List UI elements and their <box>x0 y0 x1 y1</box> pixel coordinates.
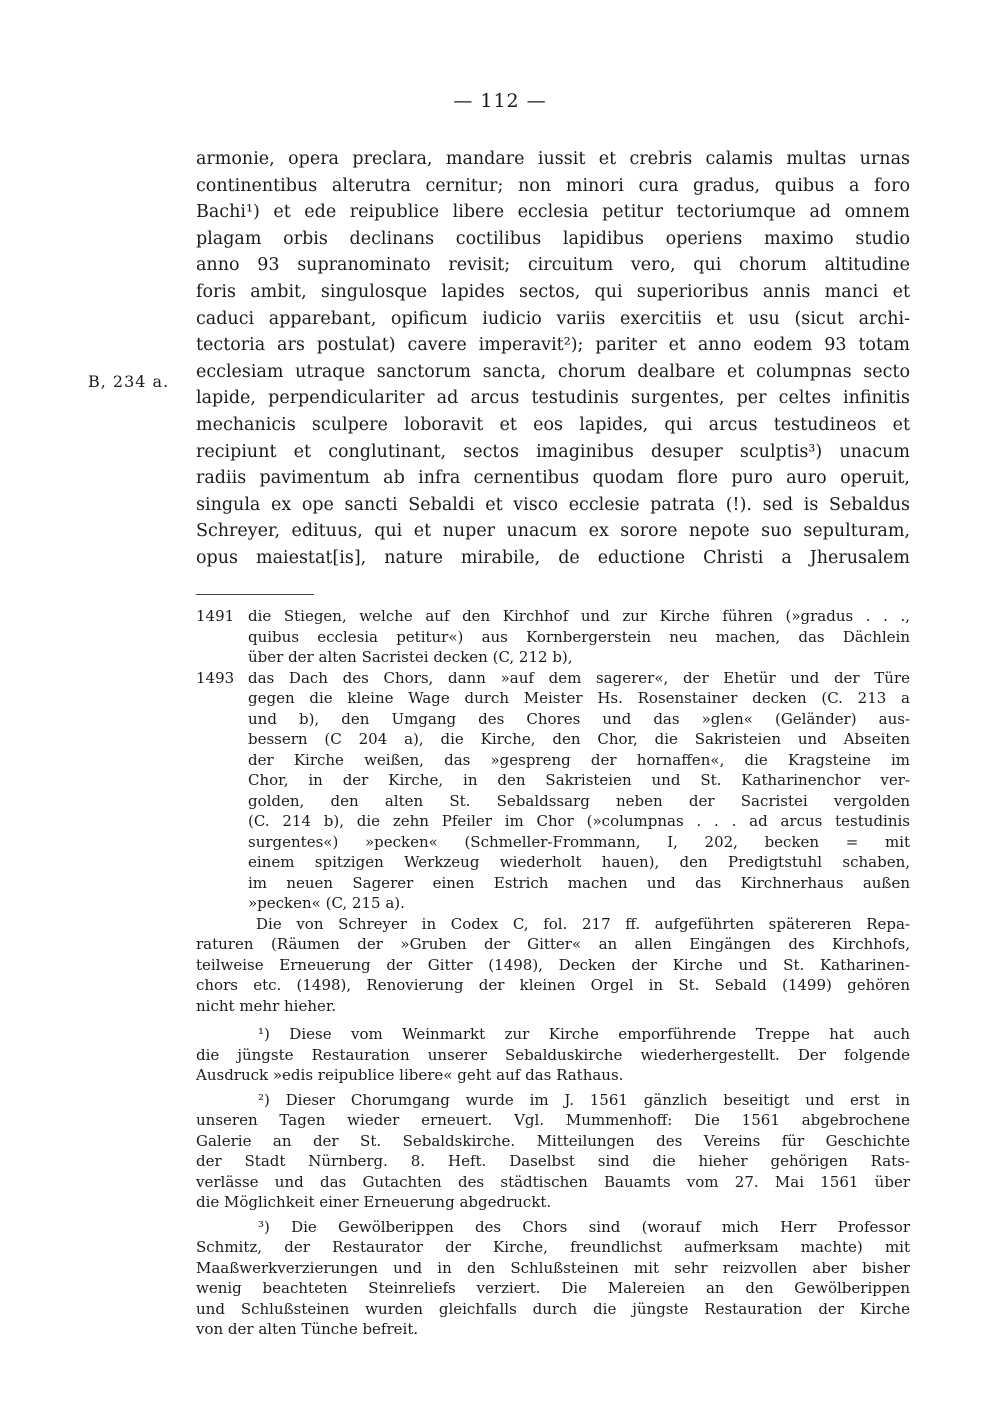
entry-line: und b), den Umgang des Chores und das »glen« (Geländer) aus- <box>248 709 910 728</box>
footnote-line: wenig beachteten Steinreliefs verziert. Die Malereien an den Gewölberippen <box>196 1279 910 1297</box>
main-text-line: armonie, opera preclara, mandare iussit et crebris calamis multas urnas <box>196 149 910 169</box>
footnote-line: unseren Tagen wieder erneuert. Vgl. Mummenhoff: Die 1561 abgebrochene <box>196 1111 910 1129</box>
footnote-line: ¹) Diese vom Weinmarkt zur Kirche emporführende Treppe hat auch <box>258 1025 910 1043</box>
paragraph-line: nicht mehr hieher. <box>196 996 337 1015</box>
notes-section <box>196 606 910 1340</box>
footnote-line: von der alten Tünche befreit. <box>196 1320 419 1338</box>
entry-line: der Kirche weißen, das »gespreng der hornaffen«, die Kragsteine im <box>248 750 910 769</box>
footnote-line: die Möglichkeit einer Erneuerung abgedruckt. <box>196 1193 552 1211</box>
main-text-line: tectoria ars postulat) cavere imperavit²); pariter et anno eodem 93 totam <box>196 335 910 356</box>
footnote-line: Ausdruck »edis reipublice libere« geht auf das Rathaus. <box>196 1066 624 1084</box>
main-text-line: recipiunt et conglutinant, sectos imaginibus desuper sculptis³) unacum <box>196 441 910 462</box>
entry-line: über der alten Sacristei decken (C, 212 b), <box>248 648 573 666</box>
footnote-line: verlässe und das Gutachten des städtischen Bauamts vom 27. Mai 1561 über <box>196 1172 910 1191</box>
year-entry <box>196 668 910 914</box>
entry-line: das Dach des Chors, dann »auf dem sagerer«, der Ehetür und der Türe <box>248 668 910 687</box>
main-text-line: ecclesiam utraque sanctorum sancta, chorum dealbare et columpnas secto <box>196 361 910 382</box>
entry-line: die Stiegen, welche auf den Kirchhof und zur Kirche führen (»gradus . . ., <box>248 607 910 625</box>
main-text-line: opus maiestat[is], nature mirabile, de eductione Christi a Jherusalem <box>196 547 910 568</box>
main-text-line: mechanicis sculpere loboravit et eos lapides, qui arcus testudineos et <box>196 414 910 435</box>
paragraph-line: Die von Schreyer in Codex C, fol. 217 ff. aufgeführten spätereren Repa- <box>256 914 910 933</box>
entry-line: (C. 214 b), die zehn Pfeiler im Chor (»columpnas . . . ad arcus testudinis <box>248 812 910 830</box>
footnote-3 <box>196 1217 910 1340</box>
entry-line: quibus ecclesia petitur«) aus Kornbergerstein neu machen, das Dächlein <box>248 627 910 646</box>
entry-line: bessern (C 204 a), die Kirche, den Chor, die Sakristeien und Abseiten <box>248 730 910 748</box>
main-text-line: Schreyer, edituus, qui et nuper unacum ex sorore nepote suo sepulturam, <box>196 521 910 542</box>
entry-line: surgentes«) »pecken« (Schmeller-Frommann, I, 202, becken = mit <box>248 832 910 851</box>
paragraph-line: chors etc. (1498), Renovierung der kleinen Orgel in St. Sebald (1499) gehören <box>196 976 910 994</box>
entry-line: »pecken« (C, 215 a). <box>248 894 405 912</box>
main-text-line: Bachi¹) et ede reipublice libere ecclesia petitur tectoriumque ad omnem <box>196 202 910 223</box>
main-text <box>196 146 910 572</box>
main-text-line: continentibus alterutra cernitur; non minori cura gradus, quibus a foro <box>196 175 910 196</box>
year-entry <box>196 606 910 668</box>
repairs-paragraph <box>196 914 910 1017</box>
main-text-line: plagam orbis declinans coctilibus lapidibus operiens maximo studio <box>196 228 910 249</box>
footnote-line: ³) Die Gewölberippen des Chors sind (worauf mich Herr Professor <box>258 1217 910 1236</box>
entry-line: im neuen Sagerer einen Estrich machen und das Kirchnerhaus außen <box>248 873 910 892</box>
entry-line: golden, den alten St. Sebaldssarg neben der Sacristei vergolden <box>248 791 910 810</box>
footnote-line: Galerie an der St. Sebaldskirche. Mitteilungen des Vereins für Geschichte <box>196 1131 910 1150</box>
main-text-line: foris ambit, singulosque lapides sectos, qui superioribus annis manci et <box>196 281 910 302</box>
main-text-line: lapide, perpendiculariter ad arcus testudinis surgentes, per celtes infinitis <box>196 388 910 409</box>
footnote-separator <box>196 594 314 595</box>
entry-year: 1491 <box>196 607 235 625</box>
paragraph-line: raturen (Räumen der »Gruben der Gitter« an allen Eingängen des Kirchhofs, <box>196 935 910 953</box>
main-text-line: radiis pavimentum ab infra cernentibus quodam flore puro auro operuit, <box>196 468 910 489</box>
paragraph-line: teilweise Erneuerung der Gitter (1498), Decken der Kirche und St. Katharinen- <box>196 955 910 974</box>
footnote-line: die jüngste Restauration unserer Sebalduskirche wiederhergestellt. Der folgende <box>196 1045 910 1064</box>
footnote-line: ²) Dieser Chorumgang wurde im J. 1561 gänzlich beseitigt und erst in <box>258 1090 910 1109</box>
footnote-line: und Schlußsteinen wurden gleichfalls durch die jüngste Restauration der Kirche <box>196 1299 910 1318</box>
page-number: — 112 — <box>453 90 547 112</box>
footnote-line: Schmitz, der Restaurator der Kirche, freundlichst aufmerksam machte) mit <box>196 1238 910 1256</box>
margin-reference: B, 234 a. <box>88 372 170 391</box>
entry-line: einem spitzigen Werkzeug wiederholt hauen), den Predigtstuhl schaben, <box>248 853 910 871</box>
footnote-line: der Stadt Nürnberg. 8. Heft. Daselbst sind die hieher gehörigen Rats- <box>196 1152 910 1170</box>
main-text-line: caduci apparebant, opificum iudicio variis exercitiis et usu (sicut archi- <box>196 308 910 329</box>
footnote-2 <box>196 1090 910 1213</box>
entry-line: Chor, in der Kirche, in den Sakristeien und St. Katharinenchor ver- <box>248 771 910 789</box>
entry-line: gegen die kleine Wage durch Meister Hs. Rosenstainer decken (C. 213 a <box>248 689 910 707</box>
footnote-1 <box>196 1024 910 1086</box>
entry-year: 1493 <box>196 668 235 687</box>
main-text-line: anno 93 supranominato revisit; circuitum vero, qui chorum altitudine <box>196 255 910 276</box>
footnote-line: Maaßwerkverzierungen und in den Schlußsteinen mit sehr reizvollen aber bisher <box>196 1258 910 1277</box>
main-text-line: singula ex ope sancti Sebaldi et visco ecclesie patrata (!). sed is Sebaldus <box>196 494 910 515</box>
